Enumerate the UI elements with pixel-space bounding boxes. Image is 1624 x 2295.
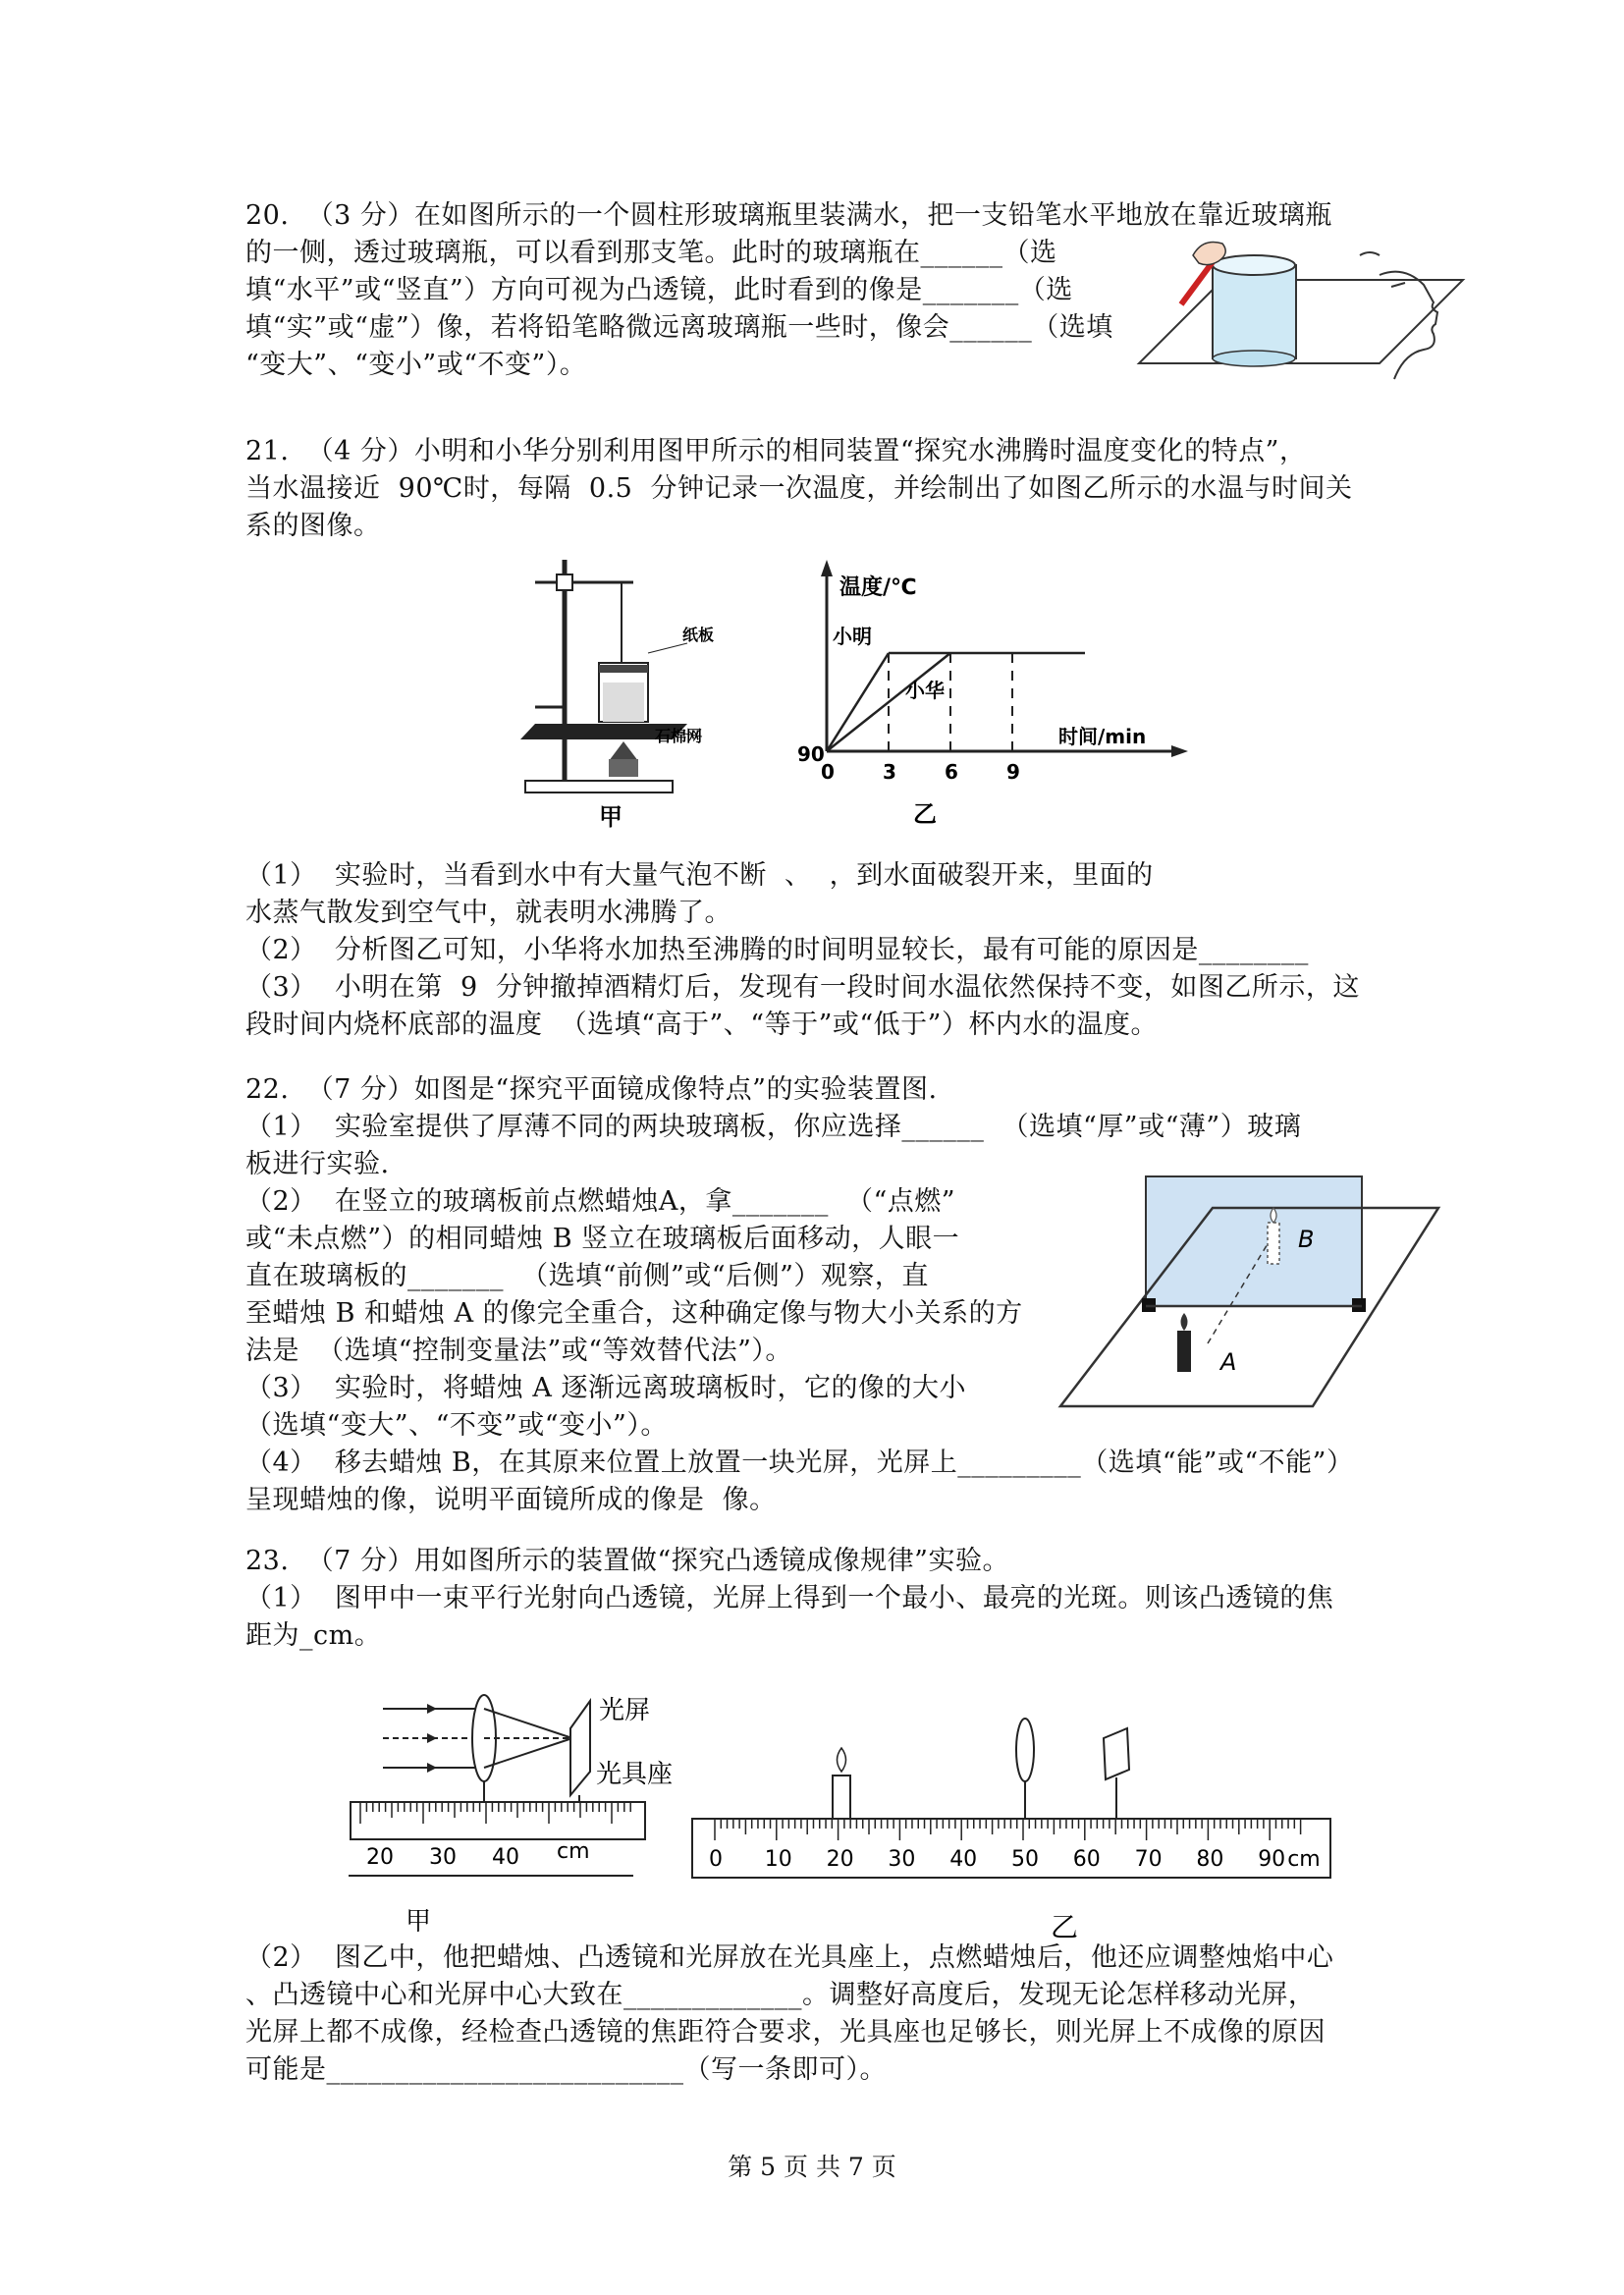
q22-line-6: 直在玻璃板的_______ （选填“前侧”或“后侧”）观察，直 bbox=[245, 1261, 929, 1291]
series-label-xiaohua: 小华 bbox=[905, 679, 945, 702]
q23-part-2b: 、凸透镜中心和光屏中心大致在_____________。调整好高度后，发现无论怎样移动光屏， bbox=[245, 1980, 1316, 2010]
ruler-tick-label: 80 bbox=[1196, 1847, 1224, 1872]
label-optical-bench: 光具座 bbox=[596, 1760, 674, 1789]
glass-plate bbox=[1146, 1176, 1362, 1306]
x-tick-label: 6 bbox=[945, 760, 958, 784]
x-axis-label: 时间/min bbox=[1058, 725, 1147, 748]
series-xiaohua bbox=[827, 653, 950, 751]
light-screen bbox=[570, 1701, 590, 1795]
q20-line-4: 填“实”或“虚”）像，若将铅笔略微远离玻璃瓶一些时，像会______（选填 bbox=[245, 312, 1113, 343]
label-light-screen: 光屏 bbox=[599, 1696, 651, 1725]
y-origin-label: 90 bbox=[797, 742, 825, 766]
ruler-tick-label: 90 bbox=[1258, 1847, 1286, 1872]
q21-line-1: 21. （4 分）小明和小华分别利用图甲所示的相同装置“探究水沸腾时温度变化的特点”， bbox=[245, 436, 1307, 466]
q22-line-1: 22. （7 分）如图是“探究平面镜成像特点”的实验装置图. bbox=[245, 1074, 938, 1105]
q21-part-3b: 段时间内烧杯底部的温度 （选填“高于”、“等于”或“低于”）杯内水的温度。 bbox=[245, 1010, 1158, 1040]
x-tick-label: 0 bbox=[821, 760, 835, 784]
ruler-tick-label: 40 bbox=[949, 1847, 978, 1872]
ruler-tick-label: 30 bbox=[429, 1845, 457, 1870]
label-asbestos-net: 石棉网 bbox=[654, 727, 702, 745]
q22-line-11: （4） 移去蜡烛 B，在其原来位置上放置一块光屏，光屏上_________（选填“能”或“不能”） bbox=[245, 1448, 1354, 1478]
caption-jia-23: 甲 bbox=[406, 1907, 432, 1937]
ruler-tick-label: 0 bbox=[709, 1847, 723, 1872]
glass-bottle bbox=[1213, 265, 1296, 358]
q21-jia-apparatus-figure bbox=[515, 545, 715, 840]
candle-a bbox=[1177, 1313, 1191, 1372]
q23-yi-optical-bench-figure bbox=[687, 1709, 1335, 1944]
q23-part-2c: 光屏上都不成像，经检查凸透镜的焦距符合要求，光具座也足够长，则光屏上不成像的原因 bbox=[245, 2017, 1326, 2048]
q20-line-2: 的一侧，透过玻璃瓶，可以看到那支笔。此时的玻璃瓶在______（选 bbox=[245, 238, 1057, 268]
q23-line-1: 23. （7 分）用如图所示的装置做“探究凸透镜成像规律”实验。 bbox=[245, 1546, 1009, 1576]
q20-line-5: “变大”、“变小”或“不变”）。 bbox=[245, 350, 587, 380]
q22-line-9: （3） 实验时，将蜡烛 A 逐渐远离玻璃板时，它的像的大小 bbox=[245, 1373, 967, 1403]
q23-jia-focal-length-figure bbox=[339, 1689, 674, 1944]
q20-bottle-figure bbox=[1134, 236, 1468, 373]
x-tick-label: 3 bbox=[883, 760, 896, 784]
caption-jia: 甲 bbox=[599, 803, 623, 831]
ruler-tick-label: 20 bbox=[826, 1847, 854, 1872]
q22-line-4: （2） 在竖立的玻璃板前点燃蜡烛A，拿_______ （“点燃” bbox=[245, 1186, 956, 1217]
page-footer: 第 5 页 共 7 页 bbox=[728, 2153, 896, 2181]
light-screen-yi bbox=[1104, 1728, 1129, 1779]
ruler-tick-label: 60 bbox=[1072, 1847, 1101, 1872]
viewer-face bbox=[1380, 272, 1437, 379]
convex-lens-yi bbox=[1016, 1719, 1034, 1781]
q21-line-2: 当水温接近 90℃时，每隔 0.5 分钟记录一次温度，并绘制出了如图乙所示的水温与时间关 bbox=[245, 473, 1353, 504]
q23-part-2a: （2） 图乙中，他把蜡烛、凸透镜和光屏放在光具座上，点燃蜡烛后，他还应调整烛焰中心 bbox=[245, 1942, 1334, 1973]
q22-line-5: 或“未点燃”）的相同蜡烛 B 竖立在玻璃板后面移动，人眼一 bbox=[245, 1224, 960, 1254]
q21-part-1b: 水蒸气散发到空气中，就表明水沸腾了。 bbox=[245, 898, 731, 928]
q22-line-3: 板进行实验. bbox=[245, 1149, 390, 1179]
series-label-xiaoming: 小明 bbox=[833, 625, 872, 648]
ruler-tick-label: 70 bbox=[1134, 1847, 1163, 1872]
ruler-unit: cm bbox=[1287, 1847, 1321, 1872]
label-a: A bbox=[1220, 1348, 1237, 1376]
q21-part-1a: （1） 实验时，当看到水中有大量气泡不断 、 ，到水面破裂开来，里面的 bbox=[245, 860, 1154, 891]
q21-line-3: 系的图像。 bbox=[245, 511, 381, 541]
ruler-tick-label: 20 bbox=[366, 1845, 394, 1870]
ruler-tick-label: 30 bbox=[888, 1847, 916, 1872]
q23-part-2d: 可能是__________________________（写一条即可）。 bbox=[245, 2054, 887, 2085]
q20-line-3: 填“水平”或“竖直”）方向可视为凸透镜，此时看到的像是_______（选 bbox=[245, 275, 1073, 305]
label-paper: 纸板 bbox=[682, 626, 715, 644]
x-tick-label: 9 bbox=[1006, 760, 1020, 784]
q23-line-3: 距为_cm。 bbox=[245, 1620, 382, 1651]
q22-line-12: 呈现蜡烛的像，说明平面镜所成的像是 像。 bbox=[245, 1485, 777, 1515]
q21-part-2: （2） 分析图乙可知，小华将水加热至沸腾的时间明显较长，最有可能的原因是________ bbox=[245, 935, 1309, 965]
series-xiaoming bbox=[827, 653, 889, 751]
q22-line-7: 至蜡烛 B 和蜡烛 A 的像完全重合，这种确定像与物大小关系的方 bbox=[245, 1298, 1023, 1329]
ruler-tick-label: 40 bbox=[492, 1845, 519, 1870]
candle bbox=[833, 1748, 850, 1819]
q20-line-1: 20. （3 分）在如图所示的一个圆柱形玻璃瓶里装满水，把一支铅笔水平地放在靠近玻璃瓶 bbox=[245, 200, 1332, 231]
y-axis-label: 温度/℃ bbox=[839, 575, 917, 600]
caption-yi: 乙 bbox=[913, 800, 937, 828]
q22-line-8: 法是 （选填“控制变量法”或“等效替代法”）。 bbox=[245, 1336, 792, 1366]
q22-plane-mirror-figure bbox=[1056, 1169, 1443, 1414]
label-b: B bbox=[1298, 1226, 1315, 1253]
q21-part-3a: （3） 小明在第 9 分钟撤掉酒精灯后，发现有一段时间水温依然保持不变，如图乙所示，这 bbox=[245, 972, 1360, 1003]
q23-line-2: （1） 图甲中一束平行光射向凸透镜，光屏上得到一个最小、最亮的光斑。则该凸透镜的焦 bbox=[245, 1583, 1334, 1613]
optical-bench-ruler bbox=[351, 1802, 645, 1839]
caption-yi-23: 乙 bbox=[1051, 1911, 1079, 1943]
q22-line-2: （1） 实验室提供了厚薄不同的两块玻璃板，你应选择______ （选填“厚”或“薄”）玻璃 bbox=[245, 1112, 1302, 1142]
ruler-tick-label: 50 bbox=[1011, 1847, 1039, 1872]
ruler-tick-label: 10 bbox=[764, 1847, 792, 1872]
q21-yi-temperature-chart bbox=[785, 555, 1198, 835]
ruler-unit: cm bbox=[557, 1839, 590, 1864]
q22-line-10: （选填“变大”、“不变”或“变小”）。 bbox=[245, 1410, 668, 1441]
